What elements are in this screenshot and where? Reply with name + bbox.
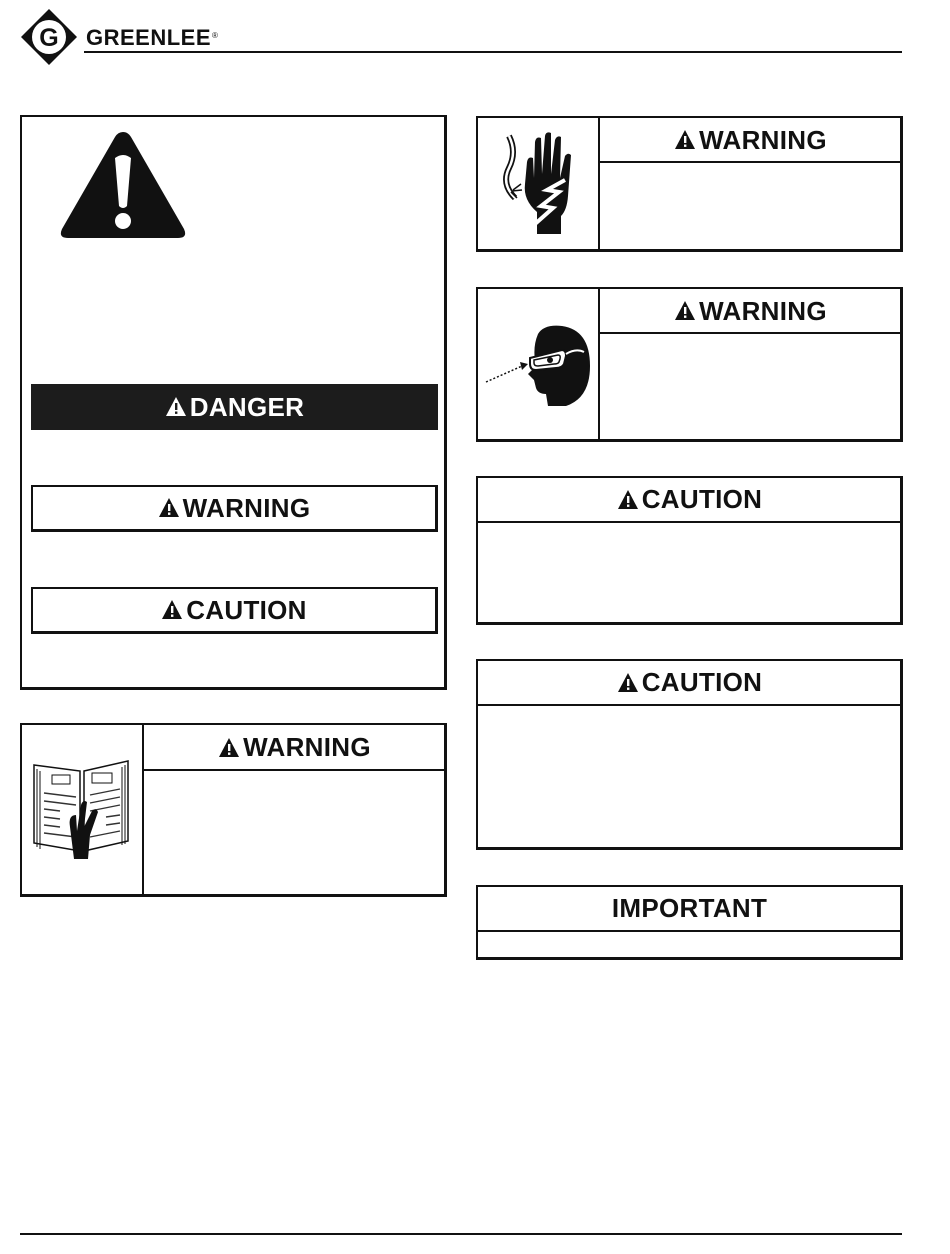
- caution-signal-box: [31, 587, 438, 634]
- divider: [600, 332, 901, 334]
- alert-triangle-icon: [617, 489, 639, 511]
- caution-header-2: [478, 661, 901, 704]
- manual-warning-header: [144, 725, 445, 770]
- eye-warning-header: [600, 289, 901, 333]
- warning-label: WARNING: [243, 732, 371, 762]
- divider: [478, 930, 901, 932]
- brand-name-text: GREENLEE: [86, 25, 212, 50]
- safety-alert-triangle-icon: [58, 128, 188, 242]
- eye-protection-icon: [482, 322, 594, 410]
- important-header: [478, 887, 901, 930]
- warning-signal-box: [31, 485, 438, 532]
- greenlee-logo: [20, 8, 78, 66]
- alert-triangle-icon: [158, 497, 180, 519]
- brand-name: [86, 25, 218, 51]
- caution-header-1: [478, 478, 901, 521]
- alert-triangle-icon: [218, 737, 240, 759]
- alert-triangle-icon: [674, 300, 696, 322]
- caution-label: CAUTION: [641, 484, 763, 514]
- divider: [478, 521, 901, 523]
- warning-label: WARNING: [699, 295, 827, 326]
- danger-signal-bar: [31, 384, 438, 430]
- electric-shock-hand-icon: [495, 128, 585, 236]
- important-label: IMPORTANT: [611, 893, 768, 923]
- caution-label: CAUTION: [186, 594, 307, 625]
- alert-triangle-icon: [674, 129, 696, 151]
- alert-triangle-icon: [165, 396, 187, 418]
- footer-rule: [20, 1233, 902, 1235]
- divider: [144, 769, 445, 771]
- warning-label: WARNING: [699, 124, 827, 155]
- divider: [478, 704, 901, 706]
- danger-label: DANGER: [189, 391, 305, 422]
- alert-triangle-icon: [161, 599, 183, 621]
- divider: [600, 161, 901, 163]
- header-rule: [84, 51, 902, 53]
- trademark: ®: [212, 31, 219, 40]
- warning-label: WARNING: [182, 492, 311, 523]
- caution-label: CAUTION: [641, 667, 763, 697]
- alert-triangle-icon: [617, 672, 639, 694]
- shock-warning-header: [600, 118, 901, 162]
- read-manual-icon: [30, 755, 135, 860]
- logo-letter: G: [39, 24, 59, 52]
